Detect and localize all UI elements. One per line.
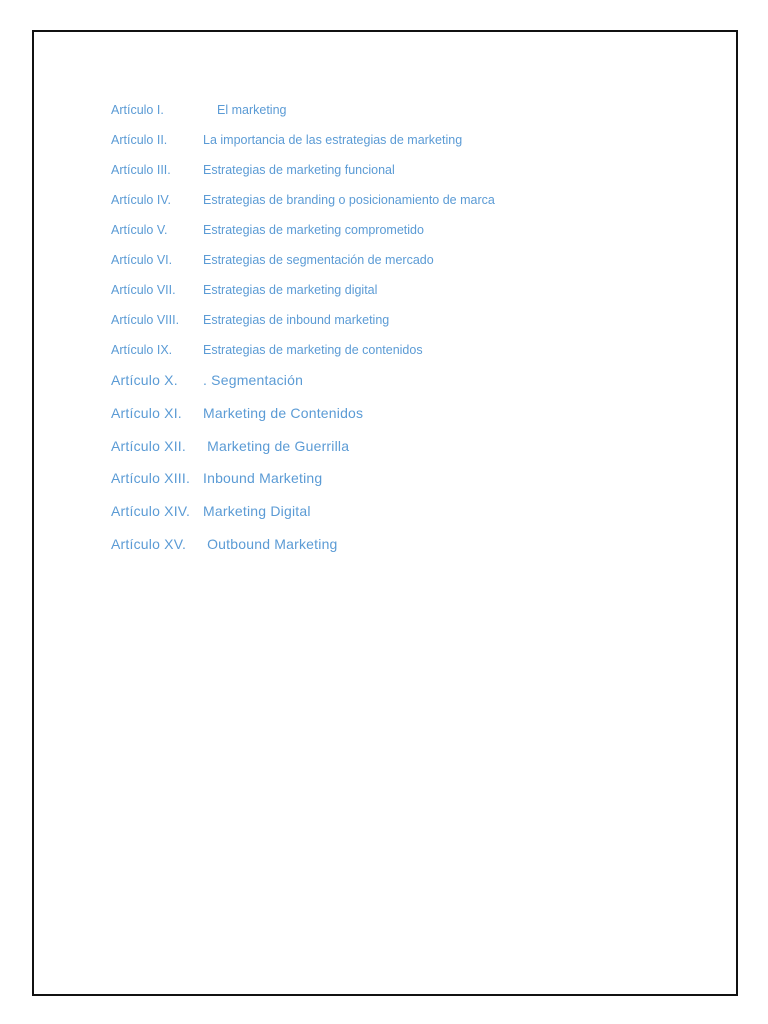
toc-item-title: Inbound Marketing — [203, 470, 323, 486]
toc-item-number: Artículo III. — [111, 163, 171, 177]
toc-item-number: Artículo IX. — [111, 343, 173, 357]
toc-item-1[interactable] — [111, 104, 286, 117]
toc-item-title: Estrategias de segmentación de mercado — [203, 253, 434, 267]
toc-item-8[interactable] — [111, 314, 389, 327]
toc-item-15[interactable] — [111, 537, 338, 551]
toc-item-number: Artículo VII. — [111, 283, 176, 297]
toc-item-title: Estrategias de branding o posicionamiento de marca — [203, 193, 495, 207]
toc-item-10[interactable] — [111, 373, 303, 387]
document-page — [32, 30, 738, 996]
toc-item-number: Artículo II. — [111, 133, 168, 147]
toc-item-13[interactable] — [111, 471, 322, 485]
toc-item-number: Artículo XII. — [111, 438, 186, 454]
toc-item-title: Estrategias de marketing digital — [203, 283, 378, 297]
toc-item-7[interactable] — [111, 284, 377, 297]
toc-item-title: Marketing Digital — [203, 503, 311, 519]
toc-item-2[interactable] — [111, 134, 462, 147]
toc-item-number: Artículo V. — [111, 223, 168, 237]
toc-item-5[interactable] — [111, 224, 424, 237]
table-of-contents — [34, 32, 736, 994]
toc-item-title: Outbound Marketing — [203, 536, 338, 552]
toc-item-number: Artículo XIII. — [111, 470, 191, 486]
toc-item-12[interactable] — [111, 439, 349, 453]
toc-item-number: Artículo VI. — [111, 253, 173, 267]
toc-item-number: Artículo X. — [111, 372, 178, 388]
toc-item-number: Artículo I. — [111, 103, 164, 117]
toc-item-title: Estrategias de inbound marketing — [203, 313, 390, 327]
toc-item-title: Estrategias de marketing comprometido — [203, 223, 424, 237]
toc-item-title: . Segmentación — [203, 372, 304, 388]
toc-item-title: Marketing de Contenidos — [203, 405, 364, 421]
toc-item-3[interactable] — [111, 164, 395, 177]
toc-item-number: Artículo XIV. — [111, 503, 191, 519]
toc-item-number: Artículo XI. — [111, 405, 182, 421]
toc-item-number: Artículo VIII. — [111, 313, 180, 327]
toc-item-title: El marketing — [217, 103, 287, 117]
toc-item-14[interactable] — [111, 504, 311, 518]
toc-item-6[interactable] — [111, 254, 434, 267]
toc-item-4[interactable] — [111, 194, 495, 207]
toc-item-number: Artículo XV. — [111, 536, 187, 552]
toc-item-title: Estrategias de marketing de contenidos — [203, 343, 423, 357]
toc-item-number: Artículo IV. — [111, 193, 171, 207]
toc-item-title: Estrategias de marketing funcional — [203, 163, 395, 177]
toc-item-9[interactable] — [111, 344, 423, 357]
toc-item-title: La importancia de las estrategias de marketing — [203, 133, 463, 147]
toc-item-title: Marketing de Guerrilla — [203, 438, 350, 454]
toc-item-11[interactable] — [111, 406, 363, 420]
